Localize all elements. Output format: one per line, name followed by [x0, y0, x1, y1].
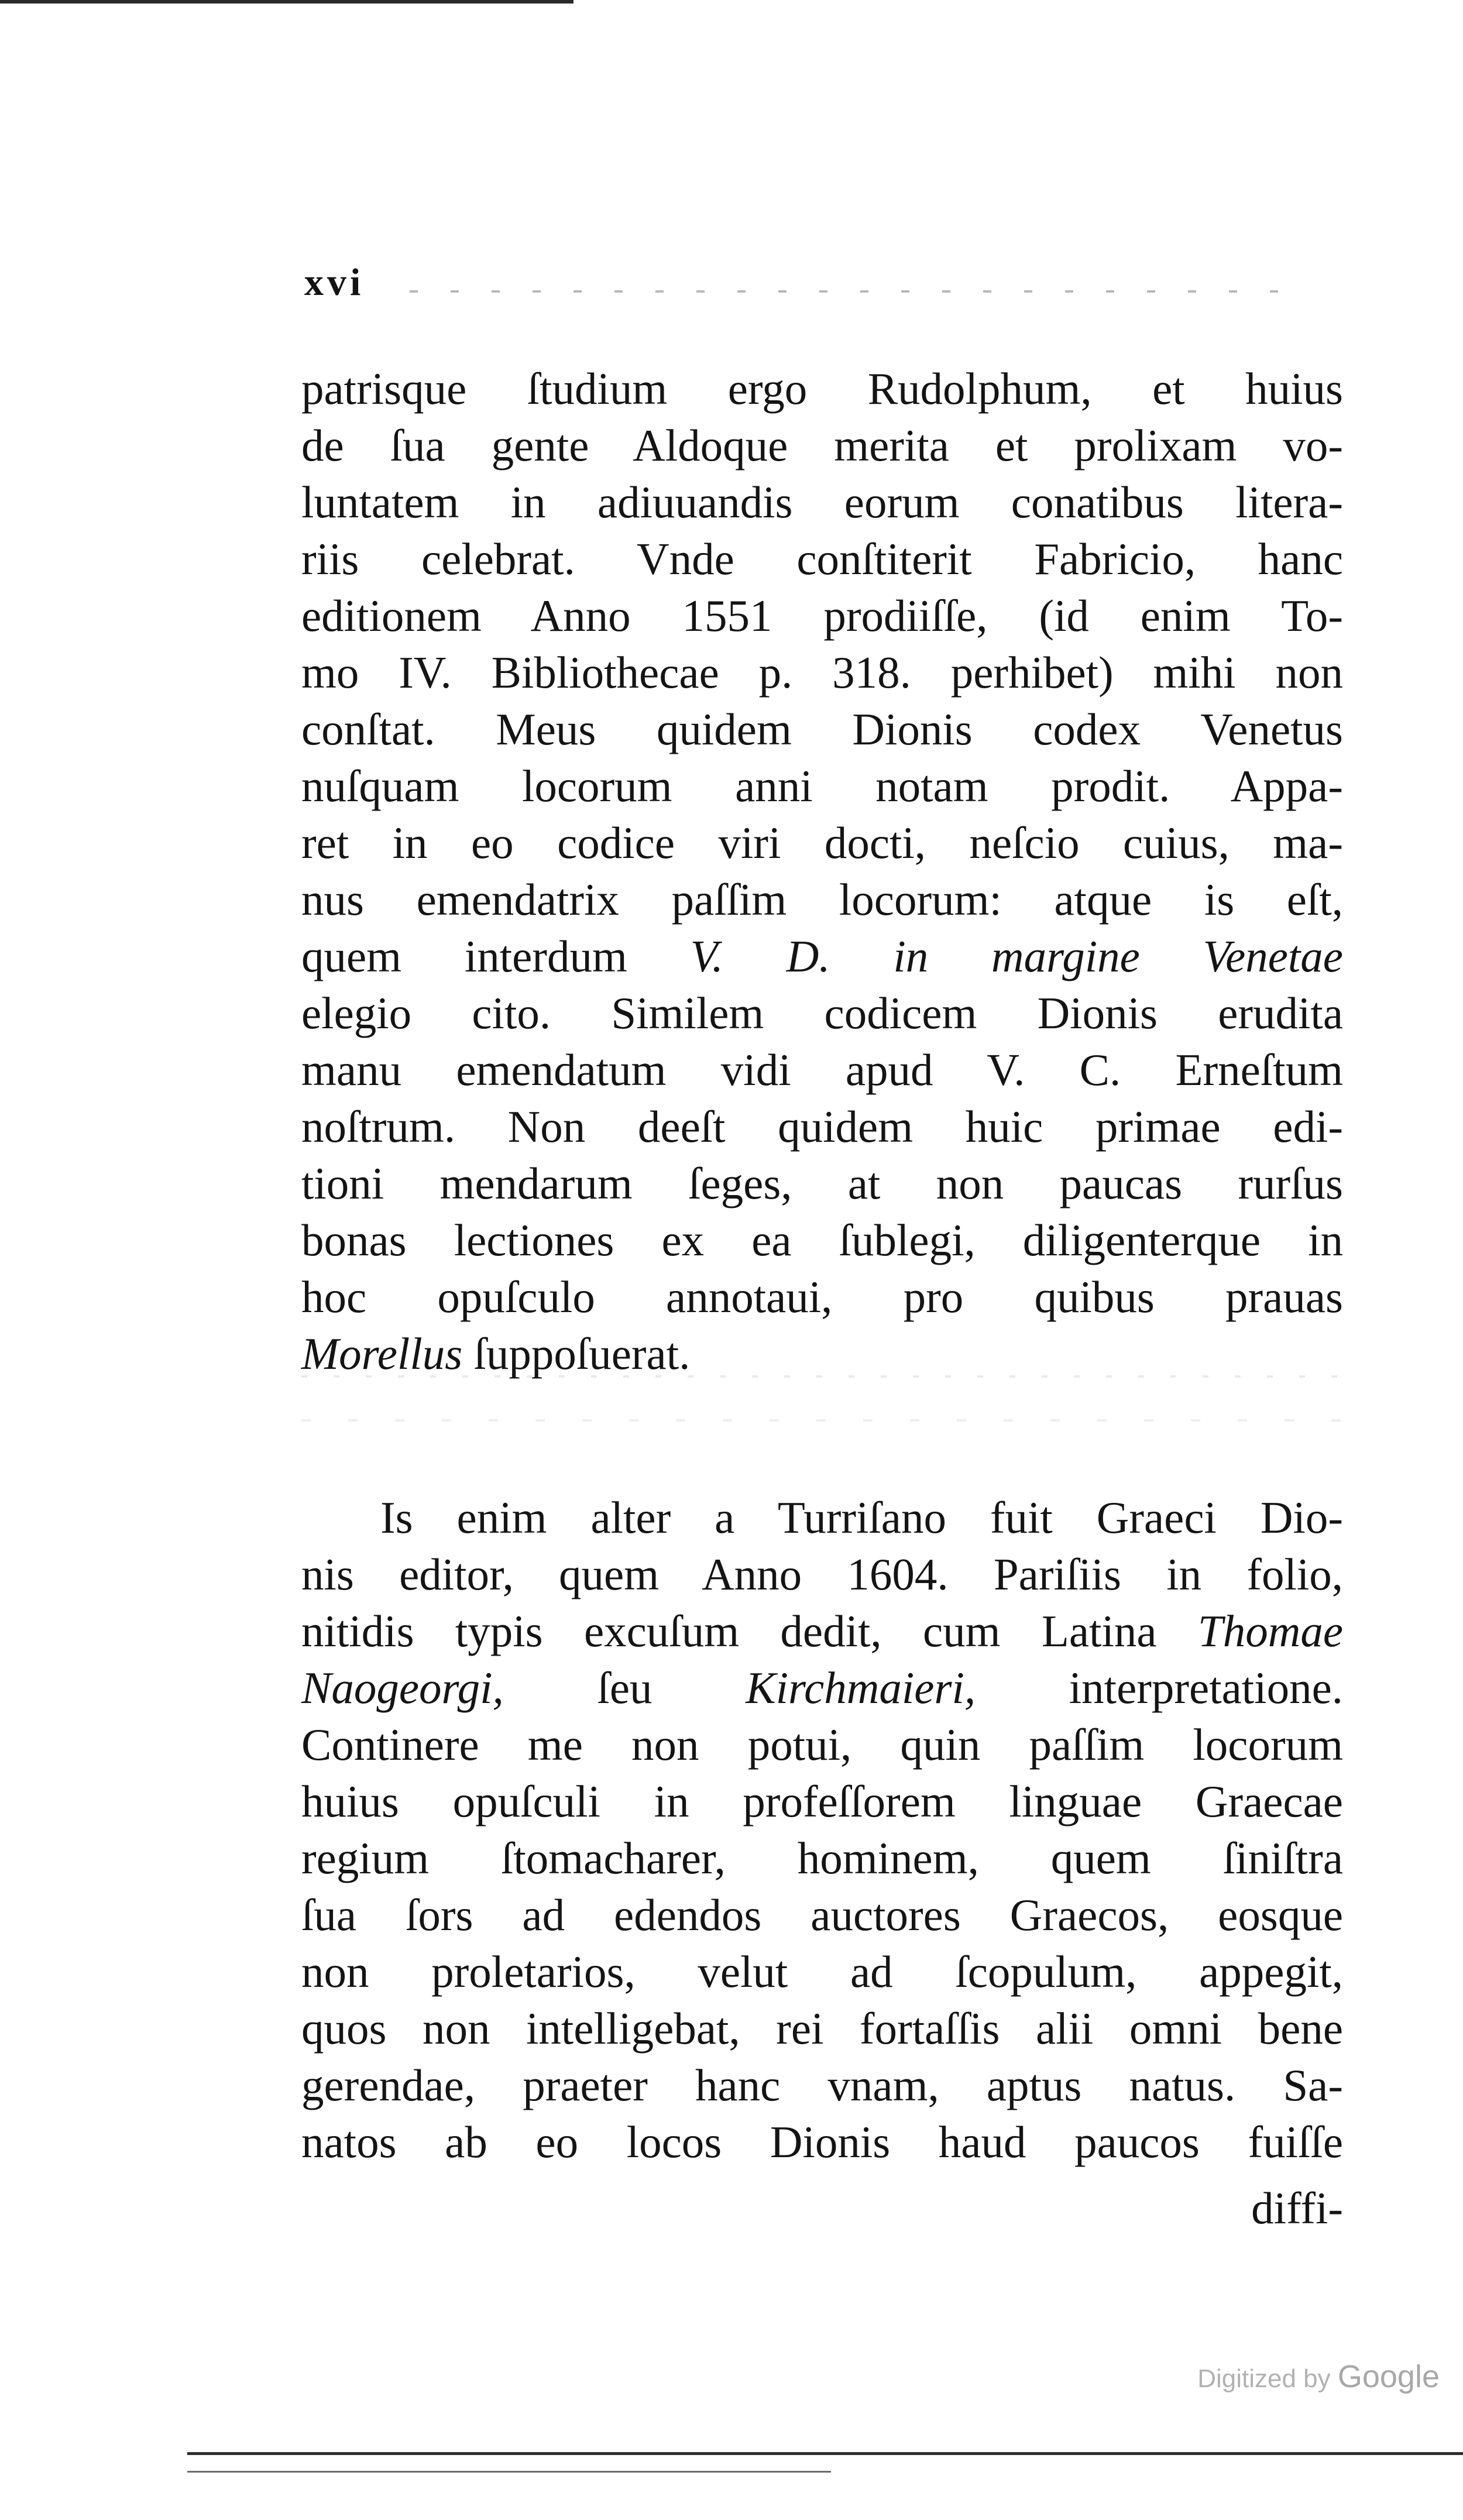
bottom-edge-rule: [187, 2452, 1463, 2455]
text-segment: ſeu: [503, 1663, 746, 1713]
text-segment: ſuppoſuerat.: [462, 1328, 691, 1379]
text-segment: nitidis typis excuſum dedit, cum Latina: [301, 1606, 1198, 1656]
top-edge-rule: [0, 0, 573, 4]
text-line: natos ab eo locos Dionis haud paucos fuiſſe: [301, 2117, 1343, 2167]
text-segment: quem interdum: [301, 931, 691, 981]
text-line: patrisque ſtudium ergo Rudolphum, et huius: [301, 363, 1343, 414]
text-line: manu emendatum vidi apud V. C. Erneſtum: [301, 1045, 1343, 1095]
italic-text: Naogeorgi,: [301, 1663, 504, 1713]
text-line: quos non intelligebat, rei fortaſſis alii omni bene: [301, 2003, 1343, 2054]
text-line: mo IV. Bibliothecae p. 318. perhibet) mihi non: [301, 647, 1343, 698]
digitized-watermark: [1197, 2358, 1440, 2395]
text-line: [301, 1660, 1343, 1716]
text-line: regium ſtomacharer, hominem, quem ſiniſtra: [301, 1833, 1343, 1883]
text-line: ſua ſors ad edendos auctores Graecos, eosque: [301, 1890, 1343, 1940]
text-line: noſtrum. Non deeſt quidem huic primae edi-: [301, 1101, 1343, 1152]
text-line: huius opuſculi in profeſſorem linguae Graecae: [301, 1776, 1343, 1827]
page-number: xvi: [304, 261, 365, 304]
text-line: nis editor, quem Anno 1604. Pariſiis in folio,: [301, 1549, 1343, 1599]
bottom-edge-rule-secondary: [187, 2471, 831, 2473]
text-line: editionem Anno 1551 prodiiſſe, (id enim To-: [301, 590, 1343, 641]
italic-text: Thomae: [1197, 1606, 1343, 1656]
text-line: [301, 928, 1343, 985]
italic-text: Kirchmaieri,: [746, 1663, 976, 1713]
text-line: [301, 1603, 1343, 1660]
text-line: bonas lectiones ex ea ſublegi, diligenterque in: [301, 1215, 1343, 1265]
text-line: hoc opuſculo annotaui, pro quibus prauas: [301, 1272, 1343, 1322]
paragraph-1: [301, 361, 1343, 1382]
text-line: luntatem in adiuuandis eorum conatibus litera-: [301, 477, 1343, 527]
text-line: nus emendatrix paſſim locorum: atque is eſt,: [301, 874, 1343, 925]
text-line: Continere me non potui, quin paſſim locorum: [301, 1719, 1343, 1770]
text-line: conſtat. Meus quidem Dionis codex Venetus: [301, 704, 1343, 754]
text-line: tioni mendarum ſeges, at non paucas rurſus: [301, 1158, 1343, 1208]
text-line: gerendae, praeter hanc vnam, aptus natus. Sa-: [301, 2060, 1343, 2110]
text-line: de ſua gente Aldoque merita et prolixam vo-: [301, 420, 1343, 471]
watermark-prefix: Digitized by: [1197, 2364, 1331, 2393]
text-line: Is enim alter a Turriſano fuit Graeci Dio-: [380, 1492, 1343, 1543]
italic-text: V. D. in margine Venetae: [690, 931, 1343, 981]
paragraph-2: [301, 1489, 1343, 2171]
italic-text: Morellus: [301, 1328, 463, 1379]
text-line: riis celebrat. Vnde conſtiterit Fabricio, hanc: [301, 534, 1343, 584]
text-line: non proletarios, velut ad ſcopulum, appegit,: [301, 1946, 1343, 1997]
watermark-brand: Google: [1337, 2359, 1440, 2394]
header-dotted-rule: [410, 290, 1311, 293]
text-line: nuſquam locorum anni notam prodit. Appa-: [301, 761, 1343, 811]
catchword: diffi-: [1251, 2183, 1343, 2233]
text-segment: interpretatione.: [976, 1663, 1343, 1713]
show-through-bleed: [301, 1364, 1343, 1440]
text-line: ret in eo codice viri docti, neſcio cuius, ma-: [301, 818, 1343, 868]
text-line: elegio cito. Similem codicem Dionis erudita: [301, 988, 1343, 1038]
